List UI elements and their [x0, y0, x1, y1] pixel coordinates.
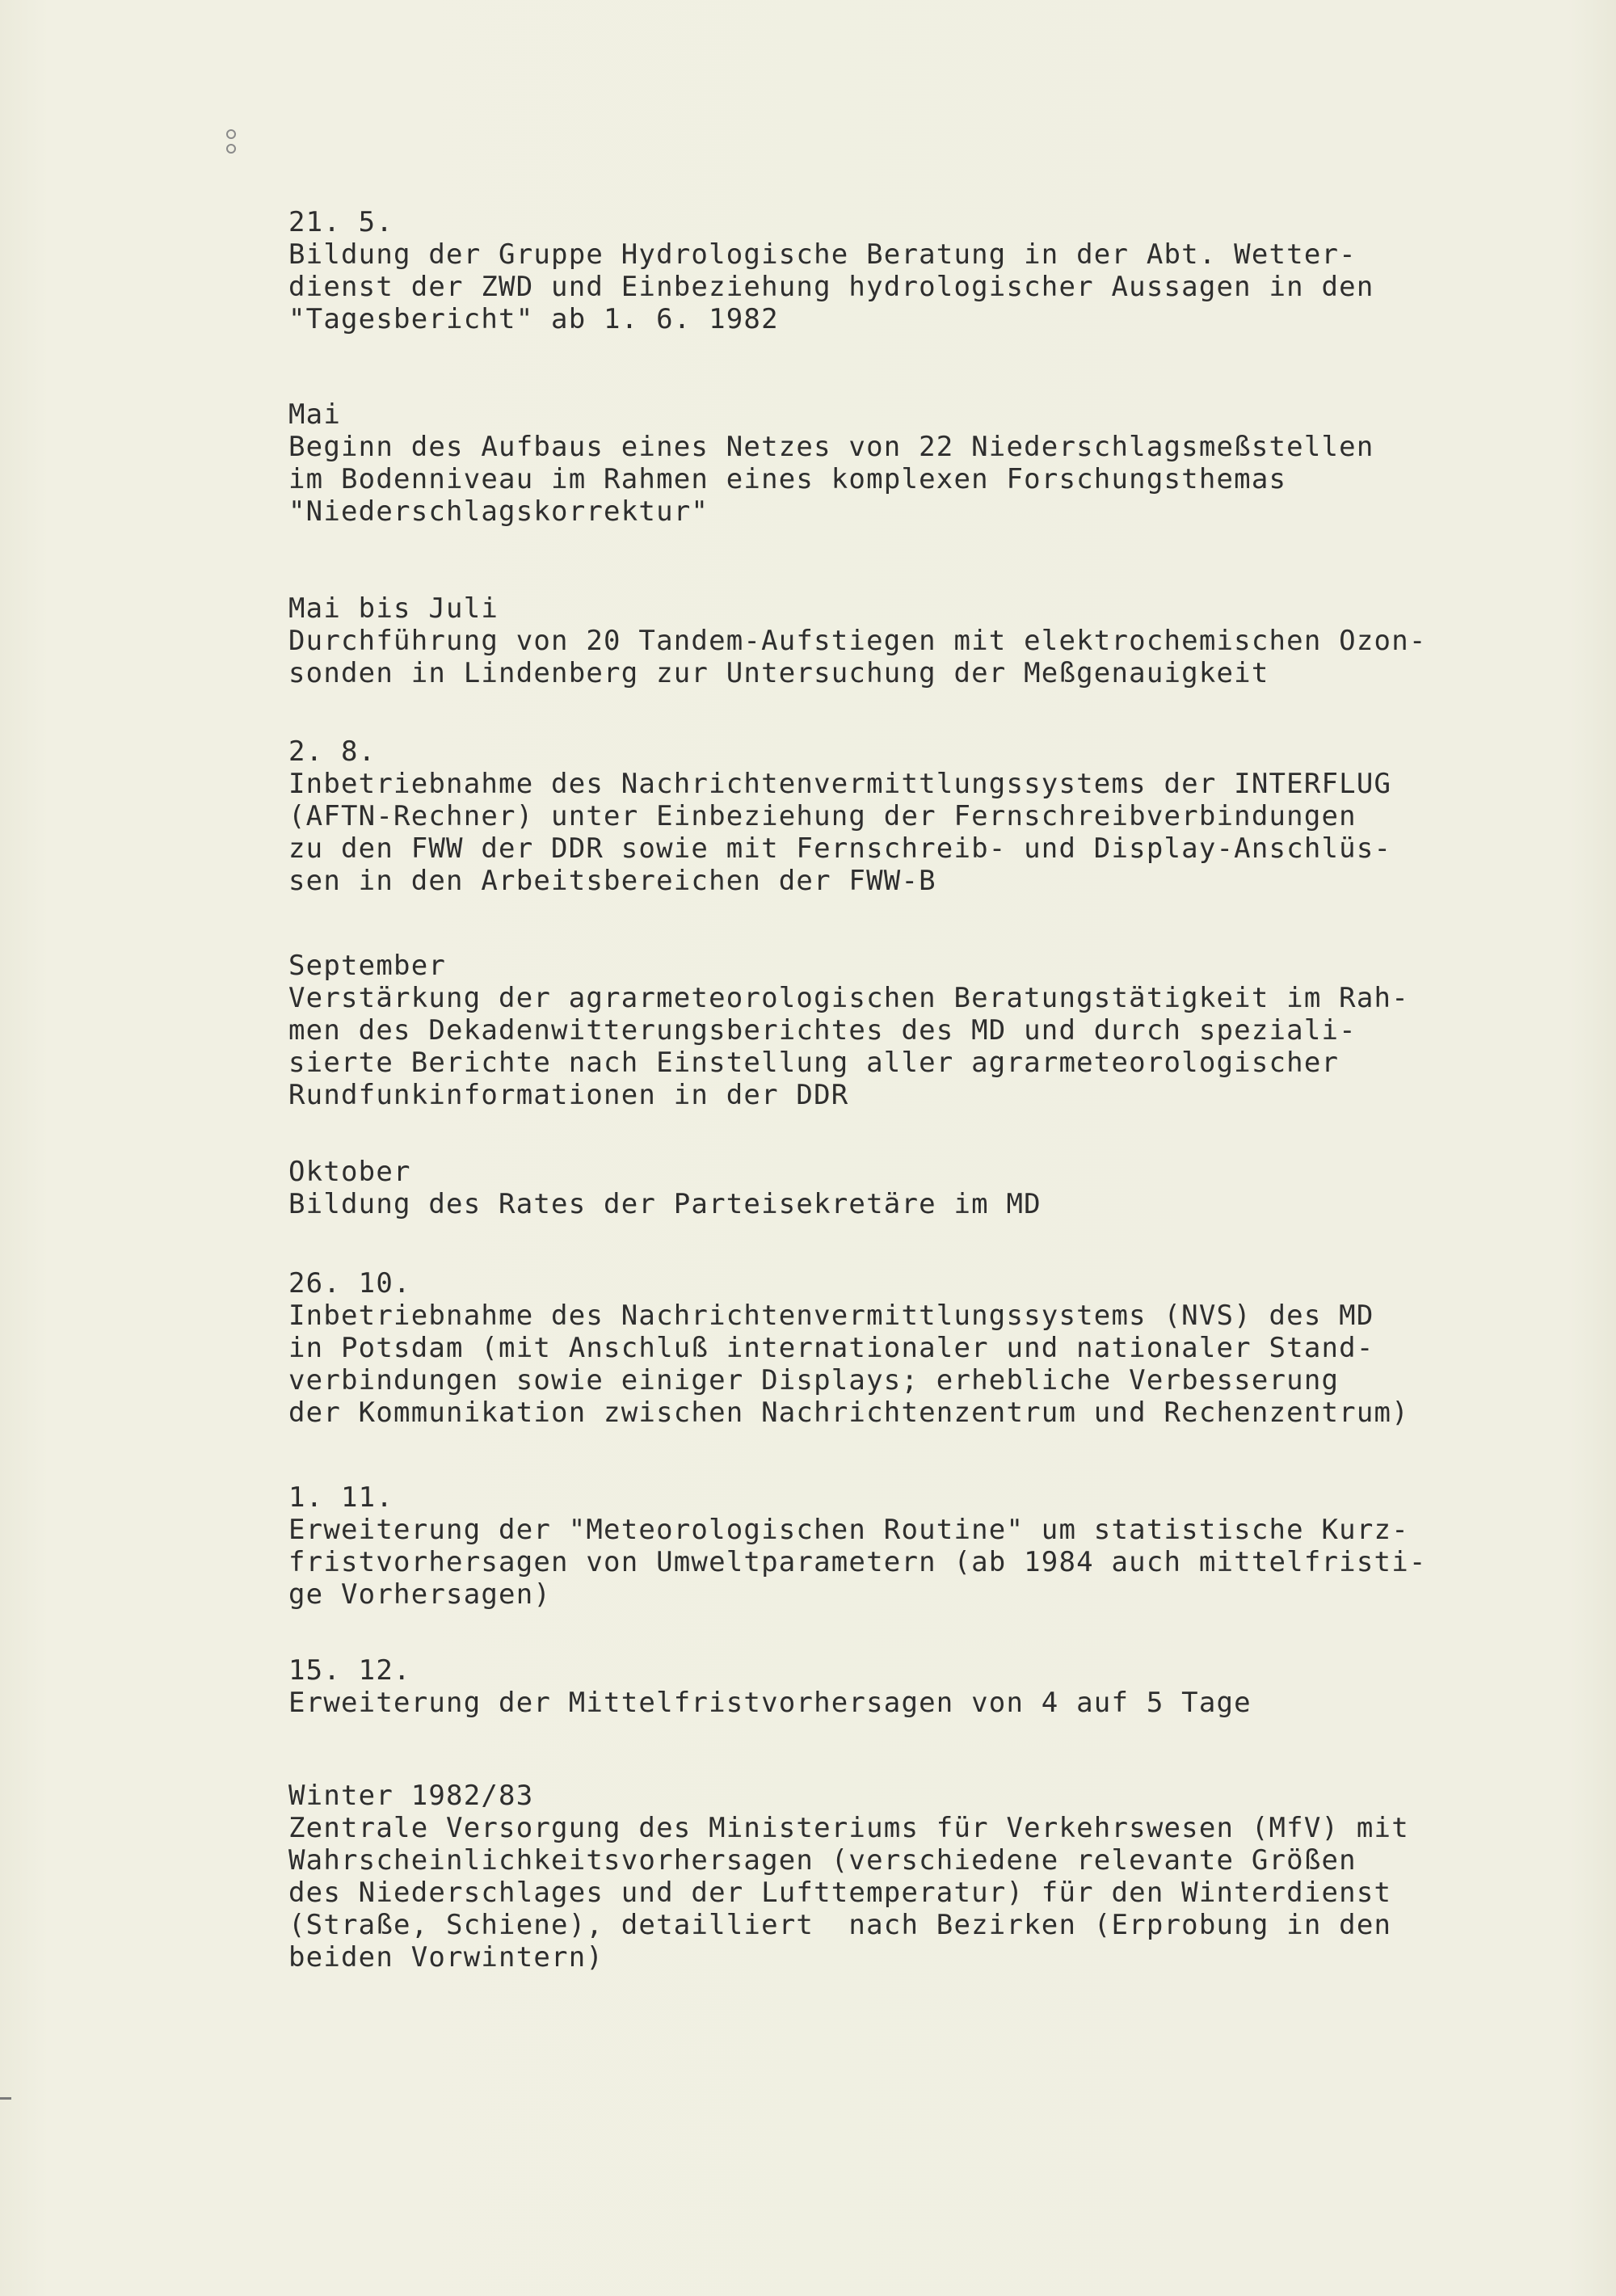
- entry-text-line: "Niederschlagskorrektur": [288, 495, 709, 528]
- entry-date: Oktober: [288, 1156, 411, 1188]
- entry-text-line: Bildung des Rates der Parteisekretäre im MD: [288, 1188, 1042, 1220]
- entry-text-line: verbindungen sowie einiger Displays; erhebliche Verbesserung: [288, 1364, 1340, 1397]
- chronology-entry: [288, 398, 1374, 528]
- entry-text-line: Zentrale Versorgung des Ministeriums für Verkehrswesen (MfV) mit: [288, 1812, 1409, 1844]
- entry-date: 21. 5.: [288, 206, 394, 238]
- entry-text-line: fristvorhersagen von Umweltparametern (ab 1984 auch mittelfristi-: [288, 1546, 1427, 1578]
- chronology-entry: [288, 735, 1391, 897]
- chronology-entry: [288, 950, 1409, 1111]
- chronology-entry: [288, 1267, 1409, 1429]
- entry-text-line: ge Vorhersagen): [288, 1578, 552, 1611]
- punch-hole-mark: [226, 129, 236, 139]
- entry-text-line: Bildung der Gruppe Hydrologische Beratung in der Abt. Wetter-: [288, 238, 1357, 271]
- entry-date: Mai bis Juli: [288, 592, 499, 625]
- entry-date: 2. 8.: [288, 735, 377, 768]
- entry-text-line: Erweiterung der "Meteorologischen Routine" um statistische Kurz-: [288, 1514, 1409, 1546]
- chronology-entry: [288, 1481, 1427, 1611]
- entry-text-line: der Kommunikation zwischen Nachrichtenzentrum und Rechenzentrum): [288, 1397, 1409, 1429]
- entry-text-line: beiden Vorwintern): [288, 1941, 604, 1974]
- chronology-entry: [288, 1780, 1409, 1974]
- entry-text-line: (Straße, Schiene), detailliert nach Bezirken (Erprobung in den: [288, 1909, 1392, 1941]
- entry-text-line: Durchführung von 20 Tandem-Aufstiegen mit elektrochemischen Ozon-: [288, 625, 1427, 657]
- entry-text-line: in Potsdam (mit Anschluß internationaler und nationaler Stand-: [288, 1332, 1374, 1364]
- entry-date: 15. 12.: [288, 1654, 411, 1687]
- entry-text-line: dienst der ZWD und Einbeziehung hydrologischer Aussagen in den: [288, 271, 1374, 303]
- entry-text-line: sonden in Lindenberg zur Untersuchung der Meßgenauigkeit: [288, 657, 1269, 689]
- entry-text-line: "Tagesbericht" ab 1. 6. 1982: [288, 303, 779, 335]
- entry-text-line: Inbetriebnahme des Nachrichtenvermittlungssystems (NVS) des MD: [288, 1300, 1374, 1332]
- entry-text-line: Verstärkung der agrarmeteorologischen Beratungstätigkeit im Rah-: [288, 982, 1409, 1014]
- entry-text-line: Wahrscheinlichkeitsvorhersagen (verschiedene relevante Größen: [288, 1844, 1357, 1877]
- entry-date: Winter 1982/83: [288, 1780, 534, 1812]
- entry-text-line: im Bodenniveau im Rahmen eines komplexen Forschungsthemas: [288, 463, 1287, 495]
- entry-text-line: (AFTN-Rechner) unter Einbeziehung der Fernschreibverbindungen: [288, 800, 1357, 832]
- entry-date: 26. 10.: [288, 1267, 411, 1300]
- entry-date: September: [288, 950, 447, 982]
- entry-text-line: zu den FWW der DDR sowie mit Fernschreib- und Display-Anschlüs-: [288, 832, 1392, 865]
- page-edge-mark: [0, 2097, 11, 2100]
- punch-hole-mark: [226, 144, 236, 154]
- entry-text-line: sen in den Arbeitsbereichen der FWW-B: [288, 865, 936, 897]
- chronology-entry: [288, 1654, 1252, 1719]
- chronology-entry: [288, 206, 1374, 335]
- chronology-entry: [288, 1156, 1042, 1220]
- entry-text-line: des Niederschlages und der Lufttemperatur) für den Winterdienst: [288, 1877, 1392, 1909]
- entry-text-line: Erweiterung der Mittelfristvorhersagen von 4 auf 5 Tage: [288, 1687, 1252, 1719]
- entry-text-line: sierte Berichte nach Einstellung aller agrarmeteorologischer: [288, 1047, 1340, 1079]
- entry-text-line: Rundfunkinformationen in der DDR: [288, 1079, 849, 1111]
- chronology-entry: [288, 592, 1427, 689]
- entry-date: Mai: [288, 398, 342, 431]
- punch-hole-marks: [226, 129, 236, 157]
- entry-text-line: men des Dekadenwitterungsberichtes des MD und durch speziali-: [288, 1014, 1357, 1047]
- entry-date: 1. 11.: [288, 1481, 394, 1514]
- entry-text-line: Beginn des Aufbaus eines Netzes von 22 Niederschlagsmeßstellen: [288, 431, 1374, 463]
- entry-text-line: Inbetriebnahme des Nachrichtenvermittlungssystems der INTERFLUG: [288, 768, 1392, 800]
